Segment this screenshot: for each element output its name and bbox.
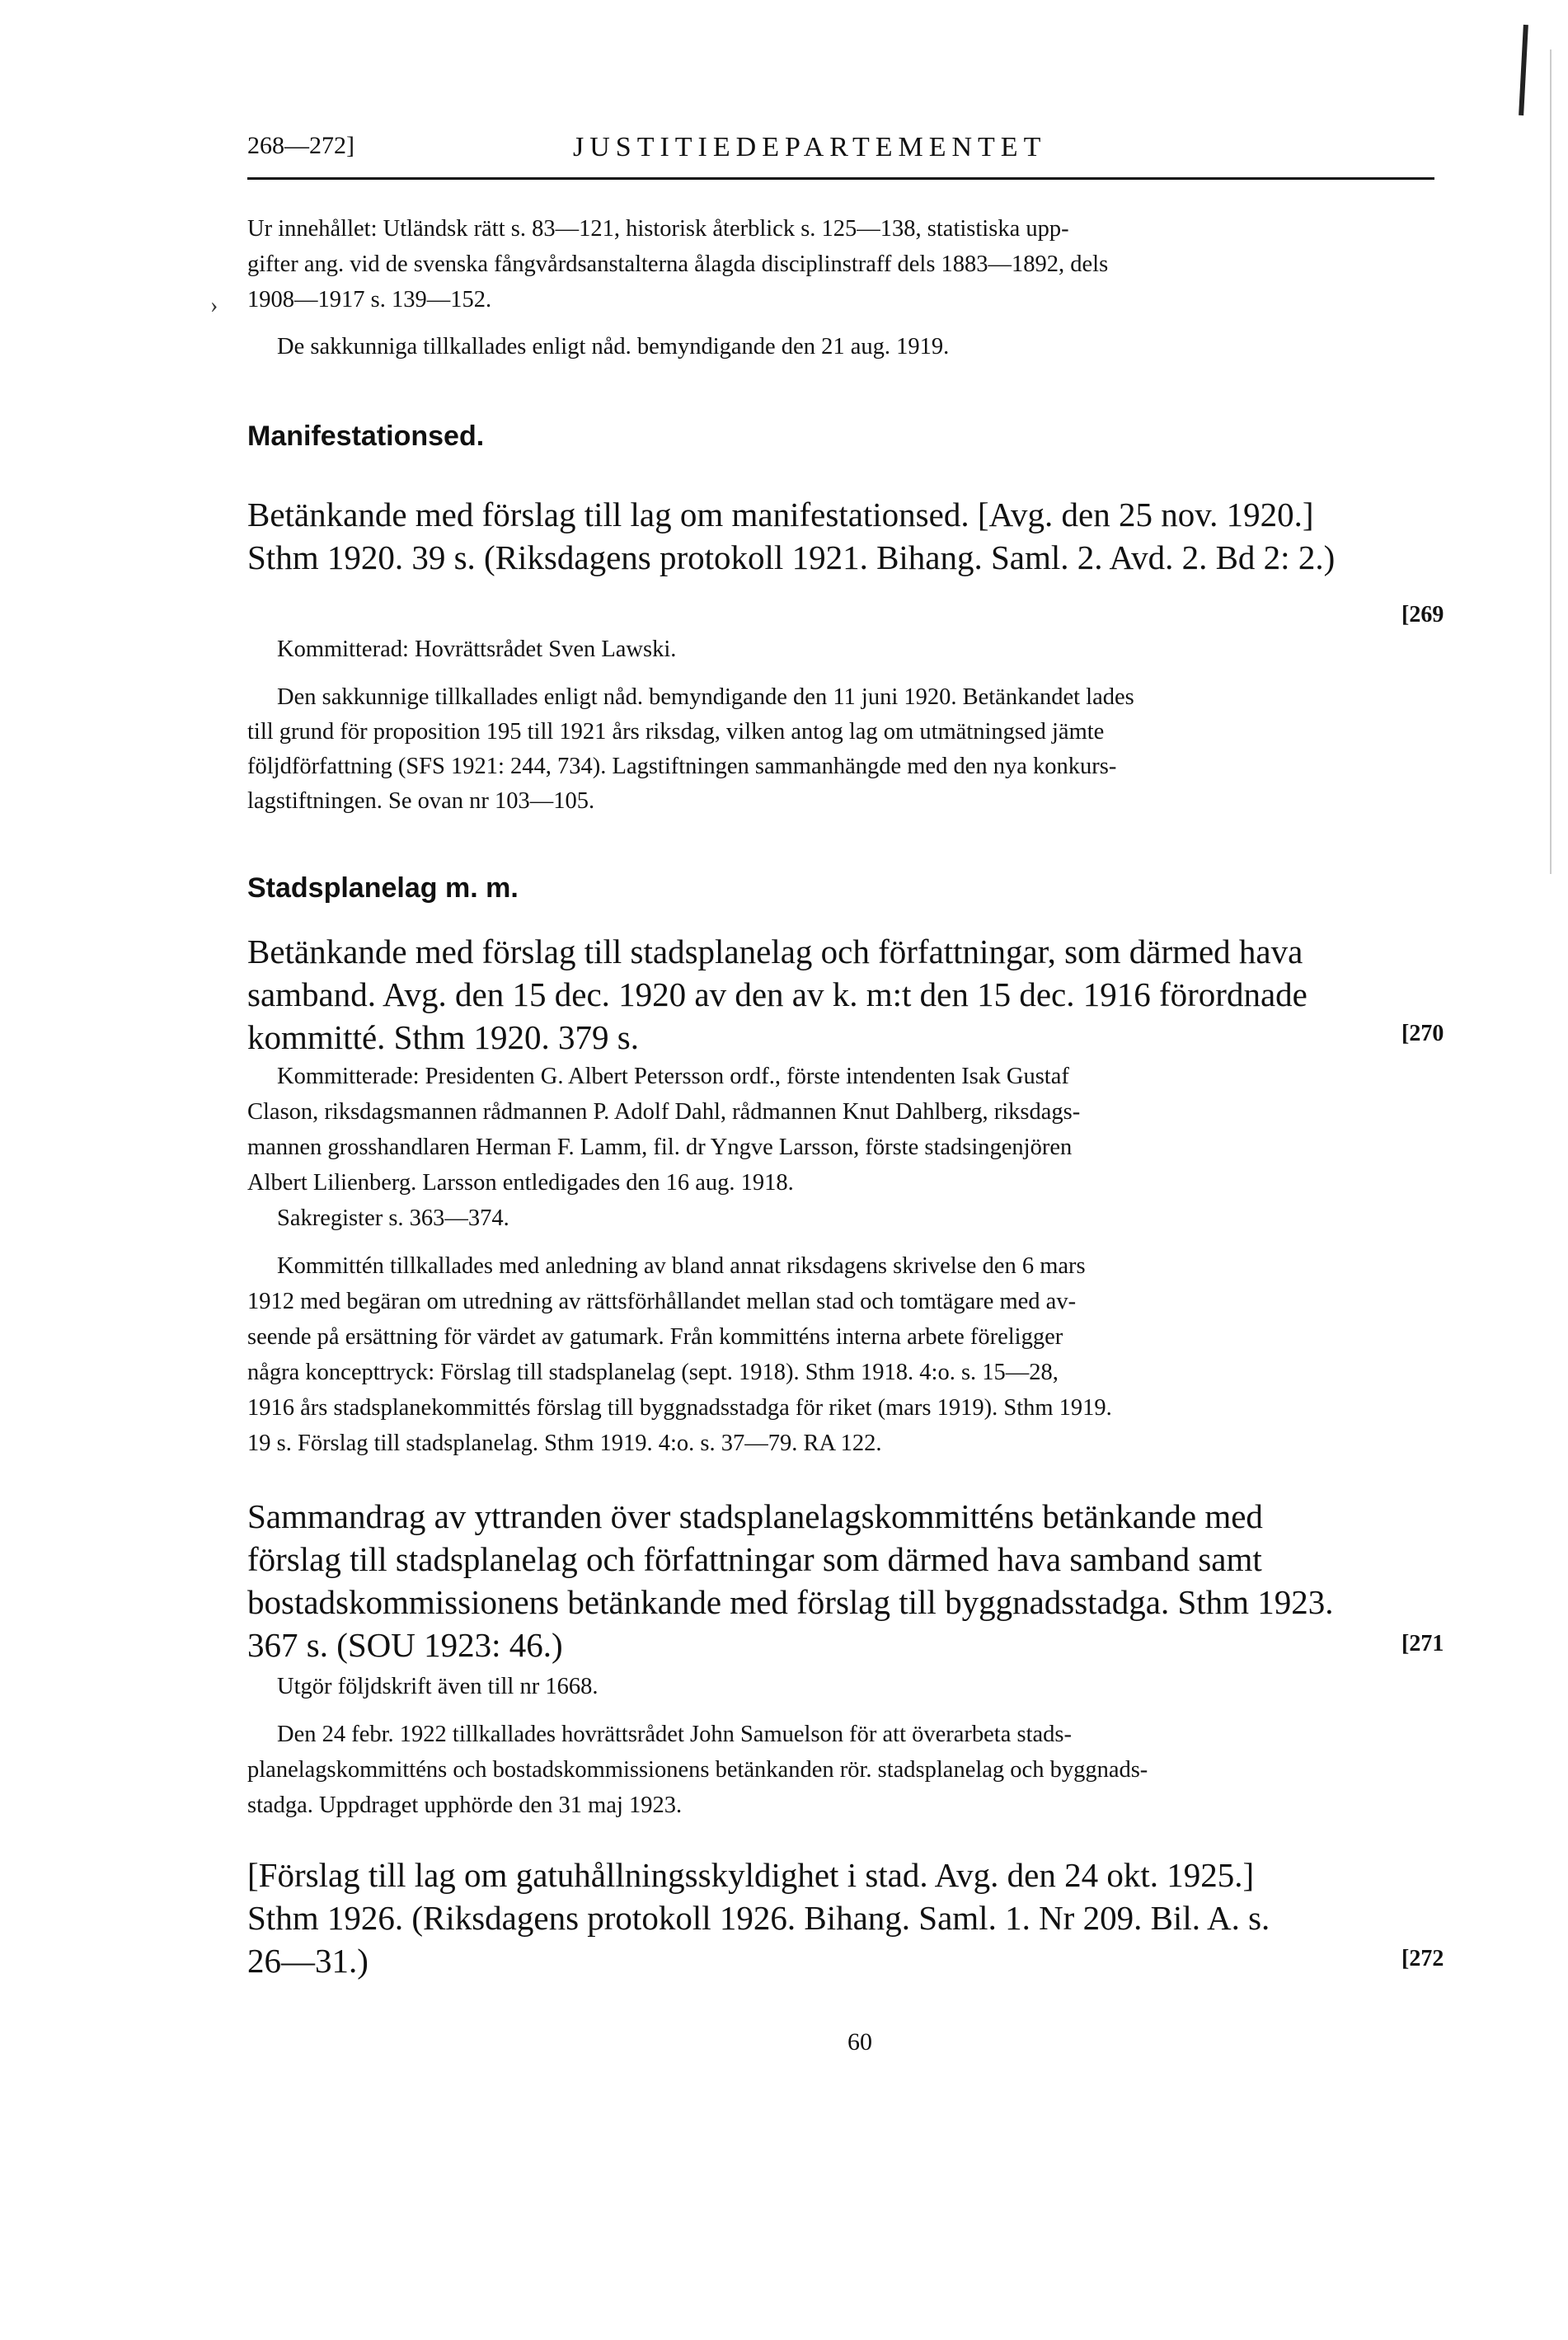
entry-269-note-line-1: Den sakkunnige tillkallades enligt nåd. bemyndigande den 11 juni 1920. Betänkandet lades: [277, 684, 1134, 710]
entry-269-number: [269: [1401, 602, 1444, 627]
entry-270-number: [270: [1401, 1021, 1444, 1046]
entry-272-title-line-3: 26—31.): [247, 1942, 369, 1980]
entry-271-number: [271: [1401, 1631, 1444, 1656]
entry-269-committee: Kommitterad: Hovrättsrådet Sven Lawski.: [277, 637, 677, 662]
entry-270-title-line-3: kommitté. Sthm 1920. 379 s.: [247, 1018, 639, 1056]
entry-270-note-line-1: Kommittén tillkallades med anledning av bland annat riksdagens skrivelse den 6 mars: [277, 1253, 1086, 1279]
entry-272-title-line-2: Sthm 1926. (Riksdagens protokoll 1926. Bihang. Saml. 1. Nr 209. Bil. A. s.: [247, 1899, 1270, 1937]
header-rule: [247, 177, 1434, 180]
entry-272-title-line-1: [Förslag till lag om gatuhållningsskyldighet i stad. Avg. den 24 okt. 1925.]: [247, 1856, 1255, 1894]
entry-270-note-line-4: några koncepttryck: Förslag till stadsplanelag (sept. 1918). Sthm 1918. 4:o. s. 15—28,: [247, 1360, 1059, 1385]
entry-270-note-line-6: 19 s. Förslag till stadsplanelag. Sthm 1919. 4:o. s. 37—79. RA 122.: [247, 1431, 882, 1456]
intro-line-2: gifter ang. vid de svenska fångvårdsanstalterna ålagda disciplinstraff dels 1883—1892, dels: [247, 251, 1109, 277]
entry-270-note-line-2: 1912 med begäran om utredning av rättsförhållandet mellan stad och tomtägare med av-: [247, 1289, 1077, 1314]
intro-line-4: De sakkunniga tillkallades enligt nåd. bemyndigande den 21 aug. 1919.: [277, 334, 950, 359]
header-entry-range: 268—272]: [247, 132, 354, 159]
entry-272-number: [272: [1401, 1946, 1444, 1971]
entry-269-note-line-3: följdförfattning (SFS 1921: 244, 734). Lagstiftningen sammanhängde med den nya konkurs-: [247, 754, 1117, 779]
entry-269-title-line-1: Betänkande med förslag till lag om manifestationsed. [Avg. den 25 nov. 1920.]: [247, 496, 1314, 533]
entry-271-note-line-2: planelagskommitténs och bostadskommissionens betänkanden rör. stadsplanelag och byggnads-: [247, 1757, 1148, 1783]
entry-270-title-line-1: Betänkande med förslag till stadsplanelag och författningar, som därmed hava: [247, 933, 1303, 970]
entry-269-title-line-2: Sthm 1920. 39 s. (Riksdagens protokoll 1921. Bihang. Saml. 2. Avd. 2. Bd 2: 2.): [247, 538, 1336, 576]
running-title: JUSTITIEDEPARTEMENTET: [573, 132, 1047, 162]
section-heading-stadsplanelag: Stadsplanelag m. m.: [247, 872, 519, 904]
page-header: [247, 132, 1434, 173]
intro-line-3: 1908—1917 s. 139—152.: [247, 287, 492, 312]
intro-line-1: Ur innehållet: Utländsk rätt s. 83—121, historisk återblick s. 125—138, statistiska upp-: [247, 216, 1069, 242]
section-heading-manifestationsed: Manifestationsed.: [247, 421, 485, 452]
entry-271-title-line-2: förslag till stadsplanelag och författningar som därmed hava samband samt: [247, 1540, 1262, 1578]
entry-270-note-line-5: 1916 års stadsplanekommittés förslag till byggnadsstadga för riket (mars 1919). Sthm 1919.: [247, 1395, 1112, 1421]
entry-270-sakregister: Sakregister s. 363—374.: [277, 1205, 509, 1231]
entry-270-note-line-3: seende på ersättning för värdet av gatumark. Från kommitténs interna arbete föreligger: [247, 1324, 1063, 1350]
entry-271-note-line-3: stadga. Uppdraget upphörde den 31 maj 1923.: [247, 1793, 683, 1818]
entry-271-title-line-1: Sammandrag av yttranden över stadsplanelagskommitténs betänkande med: [247, 1497, 1263, 1535]
entry-271-title-line-4: 367 s. (SOU 1923: 46.): [247, 1626, 563, 1664]
stray-scan-mark: ›: [210, 293, 218, 318]
entry-271-title-line-3: bostadskommissionens betänkande med förslag till byggnadsstadga. Sthm 1923.: [247, 1583, 1334, 1621]
entry-270-title-line-2: samband. Avg. den 15 dec. 1920 av den av k. m:t den 15 dec. 1916 förordnade: [247, 975, 1307, 1013]
entry-270-committee-line-1: Kommitterade: Presidenten G. Albert Petersson ordf., förste intendenten Isak Gustaf: [277, 1064, 1069, 1089]
scan-margin-shadow: [1550, 49, 1552, 874]
entry-270-committee-line-4: Albert Lilienberg. Larsson entledigades den 16 aug. 1918.: [247, 1170, 794, 1196]
entry-271-note-0: Utgör följdskrift även till nr 1668.: [277, 1674, 599, 1699]
entry-269-note-line-4: lagstiftningen. Se ovan nr 103—105.: [247, 788, 595, 814]
entry-270-committee-line-2: Clason, riksdagsmannen rådmannen P. Adolf Dahl, rådmannen Knut Dahlberg, riksdags-: [247, 1099, 1081, 1125]
entry-271-note-line-1: Den 24 febr. 1922 tillkallades hovrättsrådet John Samuelson för att överarbeta stads-: [277, 1722, 1072, 1747]
scan-margin-mark: [1519, 25, 1528, 115]
entry-270-committee-line-3: mannen grosshandlaren Herman F. Lamm, fil. dr Yngve Larsson, förste stadsingenjören: [247, 1135, 1073, 1160]
page-number: 60: [847, 2028, 872, 2056]
entry-269-note-line-2: till grund för proposition 195 till 1921 års riksdag, vilken antog lag om utmätningsed jämte: [247, 719, 1105, 745]
